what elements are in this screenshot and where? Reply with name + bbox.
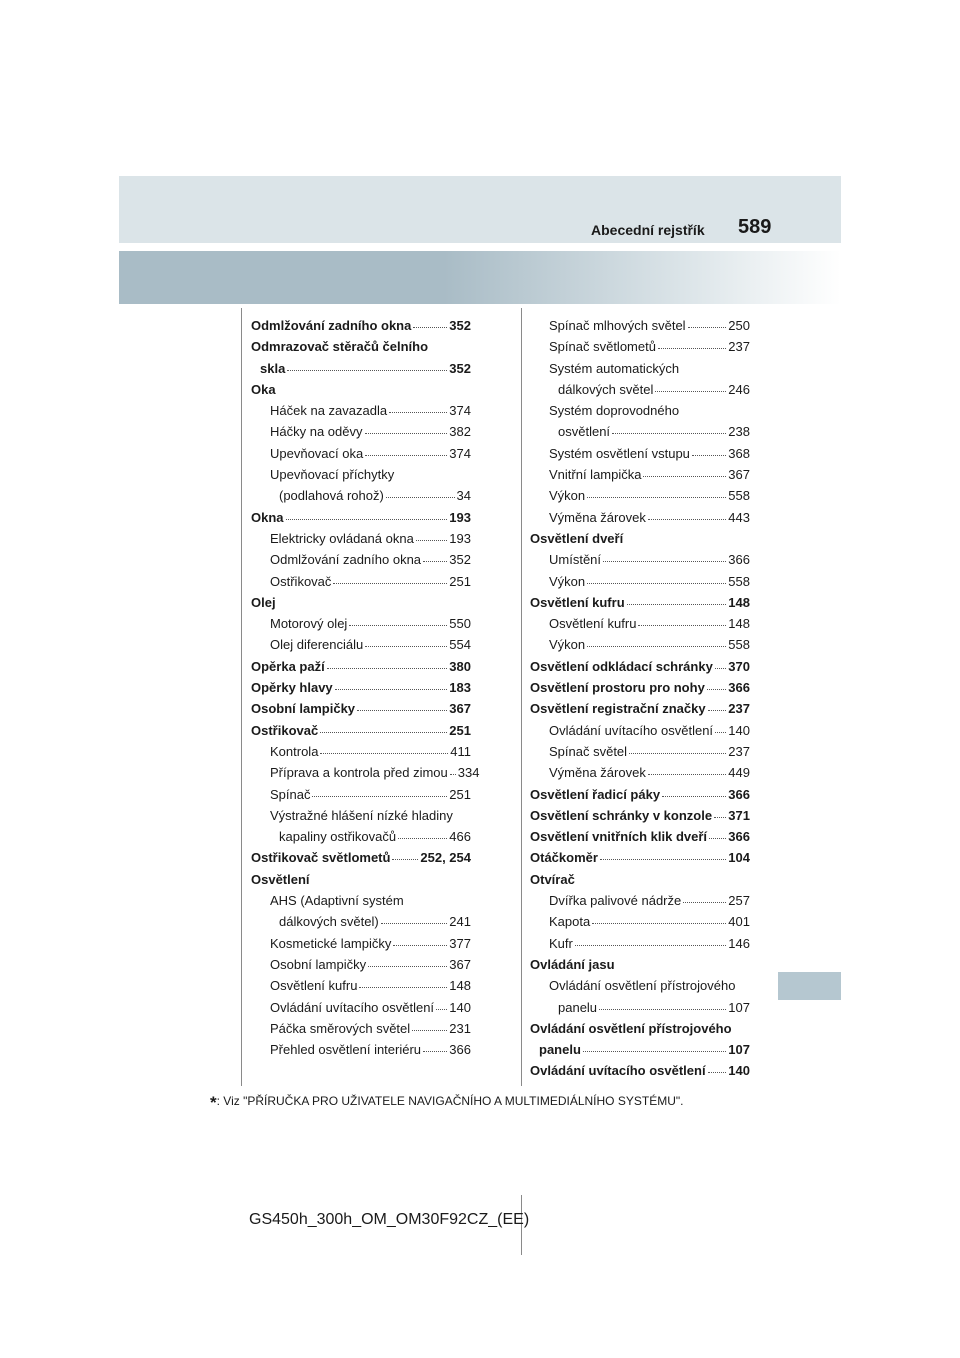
dot-leader	[707, 689, 727, 690]
index-entry	[251, 656, 471, 677]
entry-term: Osvětlení odkládací schránky	[530, 658, 713, 674]
entry-term: Otvírač	[530, 871, 575, 887]
entry-term: osvětlení	[558, 424, 611, 440]
index-entry	[530, 549, 750, 570]
index-entry	[530, 528, 750, 549]
index-entry	[530, 421, 750, 442]
entry-page-ref: 352	[449, 360, 471, 376]
dot-leader	[312, 796, 447, 797]
index-entry	[530, 507, 750, 528]
entry-page-ref: 401	[728, 914, 750, 930]
entry-term: Elektricky ovládaná okna	[270, 530, 414, 546]
entry-term: Okna	[251, 509, 284, 525]
index-entry	[251, 443, 471, 464]
entry-term: AHS (Adaptivní systém	[270, 893, 404, 909]
entry-page-ref: 193	[449, 509, 471, 525]
index-entry	[530, 847, 750, 868]
dot-leader	[365, 433, 448, 434]
dot-leader	[365, 646, 447, 647]
entry-term: Ovládání uvítacího osvětlení	[270, 999, 435, 1015]
entry-term: Upevňovací oka	[270, 445, 364, 461]
entry-term: Odmlžování zadního okna	[251, 318, 412, 333]
dot-leader	[587, 497, 726, 498]
dot-leader	[333, 583, 447, 584]
index-entry	[530, 613, 750, 634]
entry-term: Olej diferenciálu	[270, 637, 364, 653]
section-title: Abecední rejstřík	[591, 222, 705, 238]
index-entry	[251, 890, 471, 911]
entry-page-ref: 380	[449, 658, 471, 674]
index-entry	[530, 592, 750, 613]
index-entry	[530, 933, 750, 954]
entry-page-ref: 252, 254	[420, 850, 471, 866]
entry-page-ref: 366	[449, 1042, 471, 1058]
entry-page-ref: 237	[728, 339, 750, 355]
section-tab	[778, 972, 841, 1000]
index-entry	[530, 634, 750, 655]
page-number: 589	[738, 216, 772, 238]
entry-page-ref: 107	[728, 999, 750, 1015]
entry-term: Výkon	[549, 637, 586, 653]
index-entry	[530, 1060, 750, 1081]
header-band	[119, 176, 841, 243]
entry-page-ref: 148	[449, 978, 471, 994]
entry-term: Osvětlení řadicí páky	[530, 786, 661, 802]
index-entry	[251, 997, 471, 1018]
entry-term: Ostřikovač světlometů	[251, 850, 391, 866]
index-entry	[251, 954, 471, 975]
entry-page-ref: 257	[728, 893, 750, 909]
entry-term: Osvětlení kufru	[549, 616, 637, 632]
entry-page-ref: 251	[449, 722, 471, 738]
entry-page-ref: 334	[457, 765, 480, 781]
footnote	[210, 1093, 683, 1113]
index-entry	[530, 698, 750, 719]
index-entry	[530, 358, 750, 379]
index-entry	[530, 656, 750, 677]
entry-term: Ostřikovač	[270, 573, 332, 589]
column-rule-middle	[521, 308, 522, 1086]
entry-term: Výkon	[549, 573, 586, 589]
dot-leader	[287, 370, 447, 371]
entry-term: Osvětlení schránky v konzole	[530, 807, 713, 823]
entry-term: Spínač mlhových světel	[549, 318, 686, 333]
entry-page-ref: 554	[449, 637, 471, 653]
index-entry	[251, 698, 471, 719]
dot-leader	[603, 561, 726, 562]
index-entry	[251, 592, 471, 613]
entry-page-ref: 183	[449, 680, 471, 696]
entry-term: Olej	[251, 594, 276, 610]
index-entry	[530, 485, 750, 506]
index-entry	[530, 315, 750, 336]
entry-page-ref: 443	[728, 509, 750, 525]
entry-page-ref: 251	[449, 786, 471, 802]
entry-page-ref: 367	[449, 701, 471, 717]
entry-term: Osvětlení prostoru pro nohy	[530, 680, 705, 696]
dot-leader	[436, 1009, 447, 1010]
index-entry	[530, 826, 750, 847]
index-entry	[251, 528, 471, 549]
dot-leader	[359, 987, 447, 988]
entry-term: Spínač	[270, 786, 311, 802]
index-entry	[530, 890, 750, 911]
dot-leader	[658, 348, 726, 349]
entry-page-ref: 250	[728, 318, 750, 333]
index-entry	[251, 847, 471, 868]
index-entry	[251, 336, 471, 357]
entry-page-ref: 411	[450, 743, 471, 759]
entry-term: dálkových světel	[558, 381, 654, 397]
index-entry	[251, 464, 471, 485]
dot-leader	[655, 391, 726, 392]
entry-page-ref: 374	[449, 445, 471, 461]
entry-term: Kufr	[549, 935, 573, 951]
index-entry	[530, 400, 750, 421]
dot-leader	[286, 519, 448, 520]
column-rule-left	[241, 308, 242, 1086]
entry-page-ref: 382	[449, 424, 471, 440]
index-entry	[251, 549, 471, 570]
index-entry	[530, 1018, 750, 1039]
entry-term: Spínač světel	[549, 743, 628, 759]
index-entry	[251, 613, 471, 634]
index-entry	[251, 1018, 471, 1039]
index-entry	[251, 379, 471, 400]
dot-leader	[587, 646, 726, 647]
entry-term: Dvířka palivové nádrže	[549, 893, 682, 909]
dot-leader	[643, 476, 726, 477]
entry-term: Osvětlení kufru	[270, 978, 358, 994]
entry-term: Otáčkoměr	[530, 850, 598, 866]
entry-term: Vnitřní lampička	[549, 467, 642, 483]
index-entry	[251, 1039, 471, 1060]
entry-page-ref: 107	[728, 1042, 750, 1058]
index-entry	[251, 571, 471, 592]
entry-page-ref: 366	[728, 680, 750, 696]
index-entry	[251, 421, 471, 442]
dot-leader	[393, 945, 447, 946]
dot-leader	[715, 732, 726, 733]
entry-page-ref: 140	[449, 999, 471, 1015]
entry-page-ref: 558	[728, 573, 750, 589]
entry-page-ref: 148	[728, 594, 750, 610]
dot-leader	[715, 668, 726, 669]
entry-page-ref: 352	[449, 318, 471, 333]
index-entry	[530, 336, 750, 357]
index-column-left	[251, 315, 480, 1060]
gradient-band	[119, 251, 841, 304]
entry-term: (podlahová rohož)	[279, 488, 384, 504]
entry-page-ref: 558	[728, 488, 750, 504]
dot-leader	[688, 327, 727, 328]
entry-term: Ovládání osvětlení přístrojového	[549, 978, 736, 994]
entry-term: Kapota	[549, 914, 591, 930]
index-column-right	[530, 315, 750, 1082]
entry-page-ref: 558	[728, 637, 750, 653]
dot-leader	[335, 689, 448, 690]
entry-term: Výkon	[549, 488, 586, 504]
entry-page-ref: 148	[728, 616, 750, 632]
dot-leader	[416, 540, 447, 541]
entry-term: Osobní lampičky	[251, 701, 356, 717]
entry-term: Systém automatických	[549, 360, 680, 376]
dot-leader	[683, 902, 726, 903]
entry-term: Osvětlení	[251, 871, 310, 887]
entry-term: Kontrola	[270, 743, 319, 759]
entry-page-ref: 377	[449, 935, 471, 951]
entry-page-ref: 237	[728, 743, 750, 759]
index-entry	[530, 911, 750, 932]
dot-leader	[592, 923, 726, 924]
index-entry	[251, 720, 471, 741]
index-entry	[530, 677, 750, 698]
entry-term: Háčky na oděvy	[270, 424, 363, 440]
index-entry	[251, 507, 471, 528]
dot-leader	[386, 497, 455, 498]
entry-term: Opěrky hlavy	[251, 680, 333, 696]
entry-page-ref: 104	[728, 850, 750, 866]
entry-term: Přehled osvětlení interiéru	[270, 1042, 422, 1058]
entry-page-ref: 366	[728, 552, 750, 568]
index-entry	[530, 784, 750, 805]
entry-page-ref: 449	[728, 765, 750, 781]
index-entry	[251, 741, 471, 762]
entry-page-ref: 193	[449, 530, 471, 546]
dot-leader	[714, 817, 726, 818]
index-entry	[530, 997, 750, 1018]
entry-page-ref: 251	[449, 573, 471, 589]
dot-leader	[629, 753, 726, 754]
dot-leader	[423, 1051, 447, 1052]
index-entry	[530, 954, 750, 975]
index-entry	[530, 379, 750, 400]
index-entry	[530, 571, 750, 592]
index-entry	[251, 975, 471, 996]
dot-leader	[381, 923, 448, 924]
entry-term: Umístění	[549, 552, 602, 568]
entry-term: Ovládání uvítacího osvětlení	[530, 1063, 706, 1079]
index-entry	[251, 358, 471, 379]
entry-term: kapaliny ostřikovačů	[279, 829, 397, 845]
dot-leader	[627, 604, 727, 605]
index-entry	[251, 400, 471, 421]
dot-leader	[612, 433, 726, 434]
entry-page-ref: 367	[449, 956, 471, 972]
index-entry	[530, 975, 750, 996]
entry-term: dálkových světel)	[279, 914, 379, 930]
dot-leader	[638, 625, 726, 626]
entry-page-ref: 140	[728, 1063, 750, 1079]
entry-term: Ostřikovač	[251, 722, 319, 738]
entry-page-ref: 366	[728, 829, 750, 845]
index-entry	[251, 911, 471, 932]
dot-leader	[575, 945, 726, 946]
entry-term: Systém osvětlení vstupu	[549, 445, 690, 461]
dot-leader	[600, 859, 726, 860]
dot-leader	[587, 583, 726, 584]
index-entry	[251, 677, 471, 698]
dot-leader	[320, 753, 448, 754]
dot-leader	[423, 561, 447, 562]
dot-leader	[648, 519, 726, 520]
entry-page-ref: 237	[728, 701, 750, 717]
entry-page-ref: 367	[728, 467, 750, 483]
entry-page-ref: 231	[449, 1020, 471, 1036]
index-entry	[530, 805, 750, 826]
footnote-text: : Viz "PŘÍRUČKA PRO UŽIVATELE NAVIGAČNÍHO A MULTIMEDIÁLNÍHO SYSTÉMU".	[216, 1094, 684, 1108]
dot-leader	[450, 774, 456, 775]
entry-term: Oka	[251, 381, 276, 397]
entry-page-ref: 550	[449, 616, 471, 632]
index-entry	[251, 869, 471, 890]
dot-leader	[368, 966, 447, 967]
entry-term: Kosmetické lampičky	[270, 935, 392, 951]
entry-page-ref: 374	[449, 403, 471, 419]
index-entry	[530, 762, 750, 783]
entry-term: Výstražné hlášení nízké hladiny	[270, 807, 453, 823]
entry-term: Ovládání osvětlení přístrojového	[530, 1020, 732, 1036]
entry-page-ref: 34	[456, 488, 471, 504]
entry-term: Páčka směrových světel	[270, 1020, 411, 1036]
index-entry	[530, 464, 750, 485]
index-entry	[251, 826, 471, 847]
dot-leader	[599, 1009, 726, 1010]
dot-leader	[412, 1030, 447, 1031]
document-code: GS450h_300h_OM_OM30F92CZ_(EE)	[249, 1211, 530, 1228]
index-entry	[530, 1039, 750, 1060]
entry-term: Opěrka paží	[251, 658, 325, 674]
entry-page-ref: 368	[728, 445, 750, 461]
index-entry	[251, 762, 480, 783]
dot-leader	[327, 668, 448, 669]
entry-term: Háček na zavazadla	[270, 403, 388, 419]
entry-term: panelu	[539, 1042, 581, 1058]
entry-term: Výměna žárovek	[549, 765, 646, 781]
dot-leader	[583, 1051, 726, 1052]
entry-term: Upevňovací příchytky	[270, 467, 395, 483]
entry-term: Osobní lampičky	[270, 956, 367, 972]
index-entry	[251, 485, 471, 506]
entry-page-ref: 238	[728, 424, 750, 440]
entry-page-ref: 370	[728, 658, 750, 674]
dot-leader	[392, 859, 418, 860]
index-entry	[530, 443, 750, 464]
index-entry	[251, 634, 471, 655]
dot-leader	[398, 838, 447, 839]
entry-page-ref: 466	[449, 829, 471, 845]
index-entry	[251, 805, 471, 826]
entry-term: Osvětlení dveří	[530, 530, 624, 546]
entry-term: panelu	[558, 999, 598, 1015]
index-entry	[530, 720, 750, 741]
entry-term: Osvětlení registrační značky	[530, 701, 706, 717]
entry-term: Osvětlení kufru	[530, 594, 625, 610]
entry-term: Výměna žárovek	[549, 509, 646, 525]
entry-term: Příprava a kontrola před zimou	[270, 765, 448, 781]
entry-term: Ovládání uvítacího osvětlení	[549, 722, 714, 738]
entry-page-ref: 352	[449, 552, 471, 568]
entry-term: Odmrazovač stěračů čelního	[251, 339, 429, 355]
dot-leader	[365, 455, 447, 456]
dot-leader	[708, 1072, 727, 1073]
entry-page-ref: 366	[728, 786, 750, 802]
dot-leader	[708, 710, 727, 711]
dot-leader	[692, 455, 726, 456]
entry-page-ref: 140	[728, 722, 750, 738]
index-entry	[251, 933, 471, 954]
entry-page-ref: 371	[728, 807, 750, 823]
entry-term: Systém doprovodného	[549, 403, 680, 419]
index-entry	[251, 784, 471, 805]
entry-term: Odmlžování zadního okna	[270, 552, 422, 568]
index-entry	[530, 741, 750, 762]
dot-leader	[648, 774, 726, 775]
footnote-star: *	[210, 1093, 217, 1112]
dot-leader	[413, 327, 447, 328]
dot-leader	[349, 625, 447, 626]
index-entry	[530, 869, 750, 890]
entry-page-ref: 246	[728, 381, 750, 397]
entry-term: skla	[260, 360, 286, 376]
index-entry	[251, 315, 471, 336]
entry-page-ref: 241	[449, 914, 471, 930]
entry-term: Osvětlení vnitřních klik dveří	[530, 829, 708, 845]
dot-leader	[320, 732, 447, 733]
entry-term: Spínač světlometů	[549, 339, 656, 355]
entry-page-ref: 146	[728, 935, 750, 951]
entry-term: Ovládání jasu	[530, 956, 615, 972]
dot-leader	[357, 710, 447, 711]
dot-leader	[662, 796, 726, 797]
dot-leader	[709, 838, 726, 839]
dot-leader	[389, 412, 447, 413]
entry-term: Motorový olej	[270, 616, 348, 632]
